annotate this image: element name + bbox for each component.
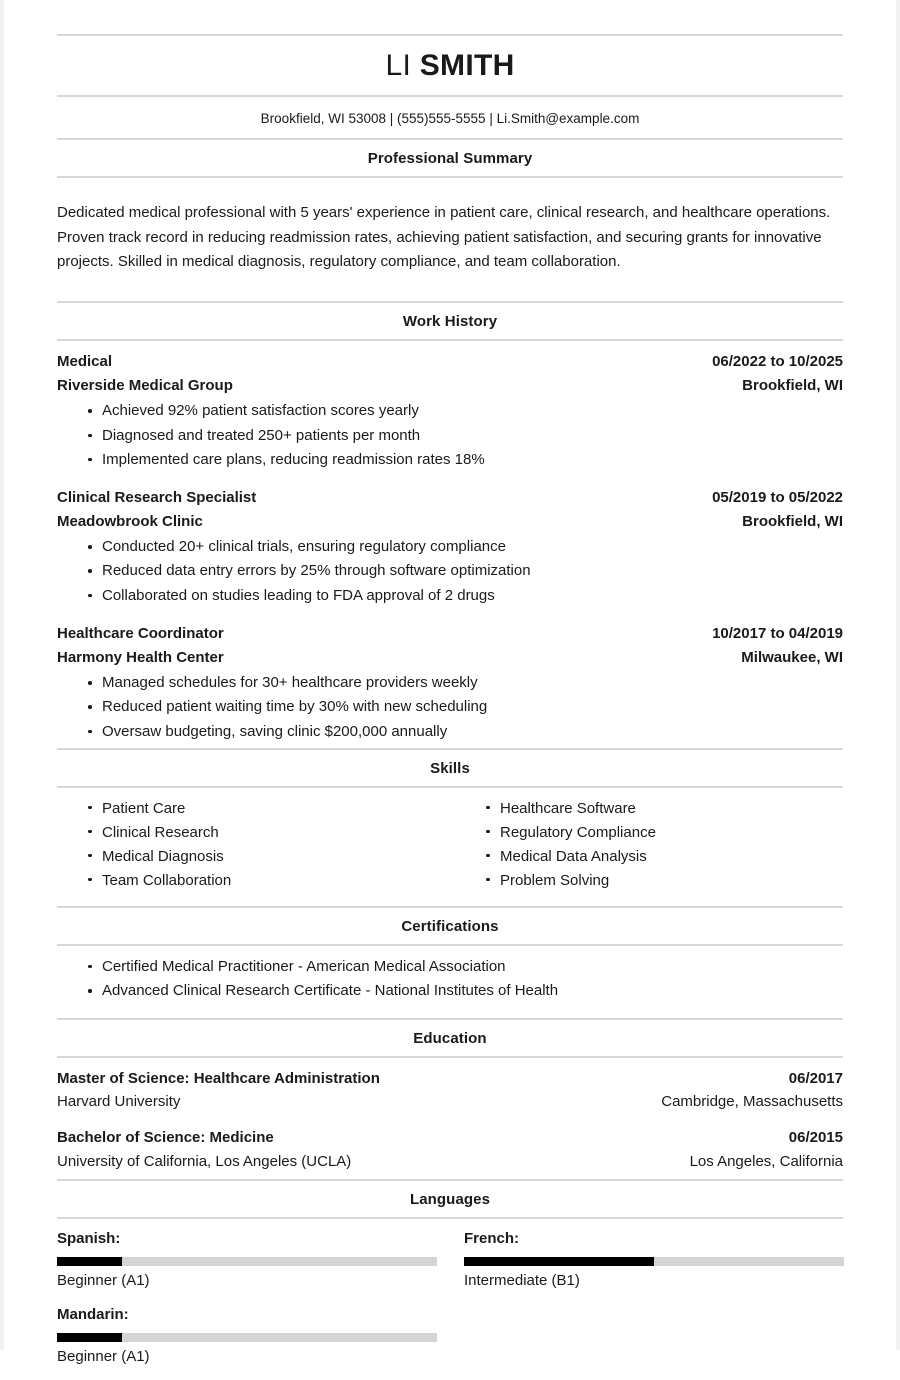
education-entry — [57, 1126, 843, 1173]
languages-grid — [57, 1219, 843, 1380]
skills-list-right — [455, 797, 843, 893]
skill-item: Regulatory Compliance — [486, 821, 843, 845]
job-company-row — [57, 374, 843, 398]
job-dates: 06/2022 to 10/2025 — [712, 353, 843, 371]
skills-column-right — [450, 797, 843, 893]
job-title-row — [57, 486, 843, 510]
education-school: Harvard University — [57, 1093, 181, 1111]
language-proficiency-fill — [57, 1257, 122, 1266]
section-skills — [57, 748, 843, 906]
language-name: Mandarin: — [57, 1306, 129, 1324]
summary-text: Dedicated medical professional with 5 years' experience in patient care, clinical research, and healthcare operations. Proven track record in reducing readmission rates, achieving patient satisfaction, and securing grants for innovative projects. Skilled in medical diagnosis, regulatory compliance, and team collaboration. — [57, 204, 831, 270]
candidate-name — [57, 36, 843, 95]
candidate-last-name: SMITH — [419, 49, 515, 82]
skills-column-left — [57, 797, 450, 893]
skill-item: Clinical Research — [88, 821, 450, 845]
skill-item: Team Collaboration — [88, 869, 450, 893]
job-location: Brookfield, WI — [742, 513, 843, 531]
language-entry — [57, 1228, 450, 1292]
education-degree-row — [57, 1067, 843, 1091]
skill-item: Medical Data Analysis — [486, 845, 843, 869]
education-location: Cambridge, Massachusetts — [661, 1093, 843, 1111]
job-bullet-list — [57, 399, 843, 472]
job-entry — [57, 486, 843, 608]
job-dates: 10/2017 to 04/2019 — [712, 625, 843, 643]
education-degree: Master of Science: Healthcare Administration — [57, 1069, 380, 1087]
skills-columns — [57, 788, 843, 906]
language-name: Spanish: — [57, 1230, 121, 1248]
job-bullet: Conducted 20+ clinical trials, ensuring regulatory compliance — [88, 535, 843, 559]
skills-list-left — [57, 797, 450, 893]
education-location: Los Angeles, California — [689, 1152, 843, 1170]
job-dates: 05/2019 to 05/2022 — [712, 489, 843, 507]
job-bullet: Diagnosed and treated 250+ patients per month — [88, 424, 843, 448]
language-proficiency-bar — [57, 1333, 437, 1342]
language-level: Beginner (A1) — [57, 1271, 150, 1289]
education-school-row — [57, 1090, 843, 1114]
language-level: Intermediate (B1) — [464, 1271, 580, 1289]
certification-item: Certified Medical Practitioner - American Medical Association — [88, 955, 843, 979]
section-title-education: Education — [413, 1029, 487, 1047]
section-work-history — [57, 301, 843, 748]
education-school: University of California, Los Angeles (UCLA) — [57, 1152, 352, 1170]
job-entry — [57, 622, 843, 744]
job-bullet: Collaborated on studies leading to FDA approval of 2 drugs — [88, 584, 843, 608]
certifications-list — [57, 946, 843, 1018]
page-edge-left — [0, 0, 4, 1350]
education-entry — [57, 1067, 843, 1114]
language-name: French: — [464, 1230, 520, 1248]
education-date: 06/2017 — [788, 1069, 843, 1087]
page-edge-right — [896, 0, 900, 1350]
skill-item: Patient Care — [88, 797, 450, 821]
candidate-first-name: LI — [385, 49, 420, 82]
section-title-languages: Languages — [409, 1191, 491, 1209]
section-title-summary: Professional Summary — [367, 150, 533, 168]
job-company-row — [57, 646, 843, 670]
section-certifications — [57, 906, 843, 1018]
job-title-row — [57, 350, 843, 374]
skill-item: Healthcare Software — [486, 797, 843, 821]
job-location: Milwaukee, WI — [741, 649, 843, 667]
job-company: Meadowbrook Clinic — [57, 513, 203, 531]
job-title-row — [57, 622, 843, 646]
education-degree: Bachelor of Science: Medicine — [57, 1128, 274, 1146]
job-bullet: Achieved 92% patient satisfaction scores yearly — [88, 399, 843, 423]
job-company-row — [57, 510, 843, 534]
job-company: Riverside Medical Group — [57, 377, 233, 395]
job-company: Harmony Health Center — [57, 649, 224, 667]
summary-rule-bottom — [57, 176, 843, 178]
job-bullet: Managed schedules for 30+ healthcare providers weekly — [88, 671, 843, 695]
job-bullet: Implemented care plans, reducing readmission rates 18% — [88, 448, 843, 472]
skill-item: Medical Diagnosis — [88, 845, 450, 869]
job-title: Clinical Research Specialist — [57, 489, 257, 507]
education-degree-row — [57, 1126, 843, 1150]
section-title-skills: Skills — [430, 759, 470, 777]
job-title: Healthcare Coordinator — [57, 625, 224, 643]
education-date: 06/2015 — [788, 1128, 843, 1146]
education-school-row — [57, 1150, 843, 1174]
education-list — [57, 1058, 843, 1180]
language-proficiency-bar — [57, 1257, 437, 1266]
section-title-certifications: Certifications — [401, 917, 499, 935]
language-entry — [450, 1228, 843, 1292]
job-bullet: Oversaw budgeting, saving clinic $200,000 annually — [88, 720, 843, 744]
job-bullet: Reduced data entry errors by 25% through software optimization — [88, 559, 843, 583]
job-bullet-list — [57, 671, 843, 744]
section-title-work-history: Work History — [402, 313, 498, 331]
certification-item: Advanced Clinical Research Certificate - National Institutes of Health — [88, 979, 843, 1003]
language-proficiency-fill — [464, 1257, 654, 1266]
language-proficiency-bar — [464, 1257, 844, 1266]
language-level: Beginner (A1) — [57, 1347, 150, 1365]
job-bullet: Reduced patient waiting time by 30% with new scheduling — [88, 695, 843, 719]
language-proficiency-fill — [57, 1333, 122, 1342]
job-bullet-list — [57, 535, 843, 608]
resume-content — [57, 0, 843, 1380]
skill-item: Problem Solving — [486, 869, 843, 893]
job-location: Brookfield, WI — [742, 377, 843, 395]
language-entry — [57, 1304, 450, 1368]
contact-line: Brookfield, WI 53008 | (555)555-5555 | Li.Smith@example.com — [260, 111, 640, 127]
job-title: Medical — [57, 353, 113, 371]
section-education — [57, 1018, 843, 1180]
section-professional-summary — [57, 138, 843, 286]
work-history-list — [57, 341, 843, 748]
job-entry — [57, 350, 843, 472]
